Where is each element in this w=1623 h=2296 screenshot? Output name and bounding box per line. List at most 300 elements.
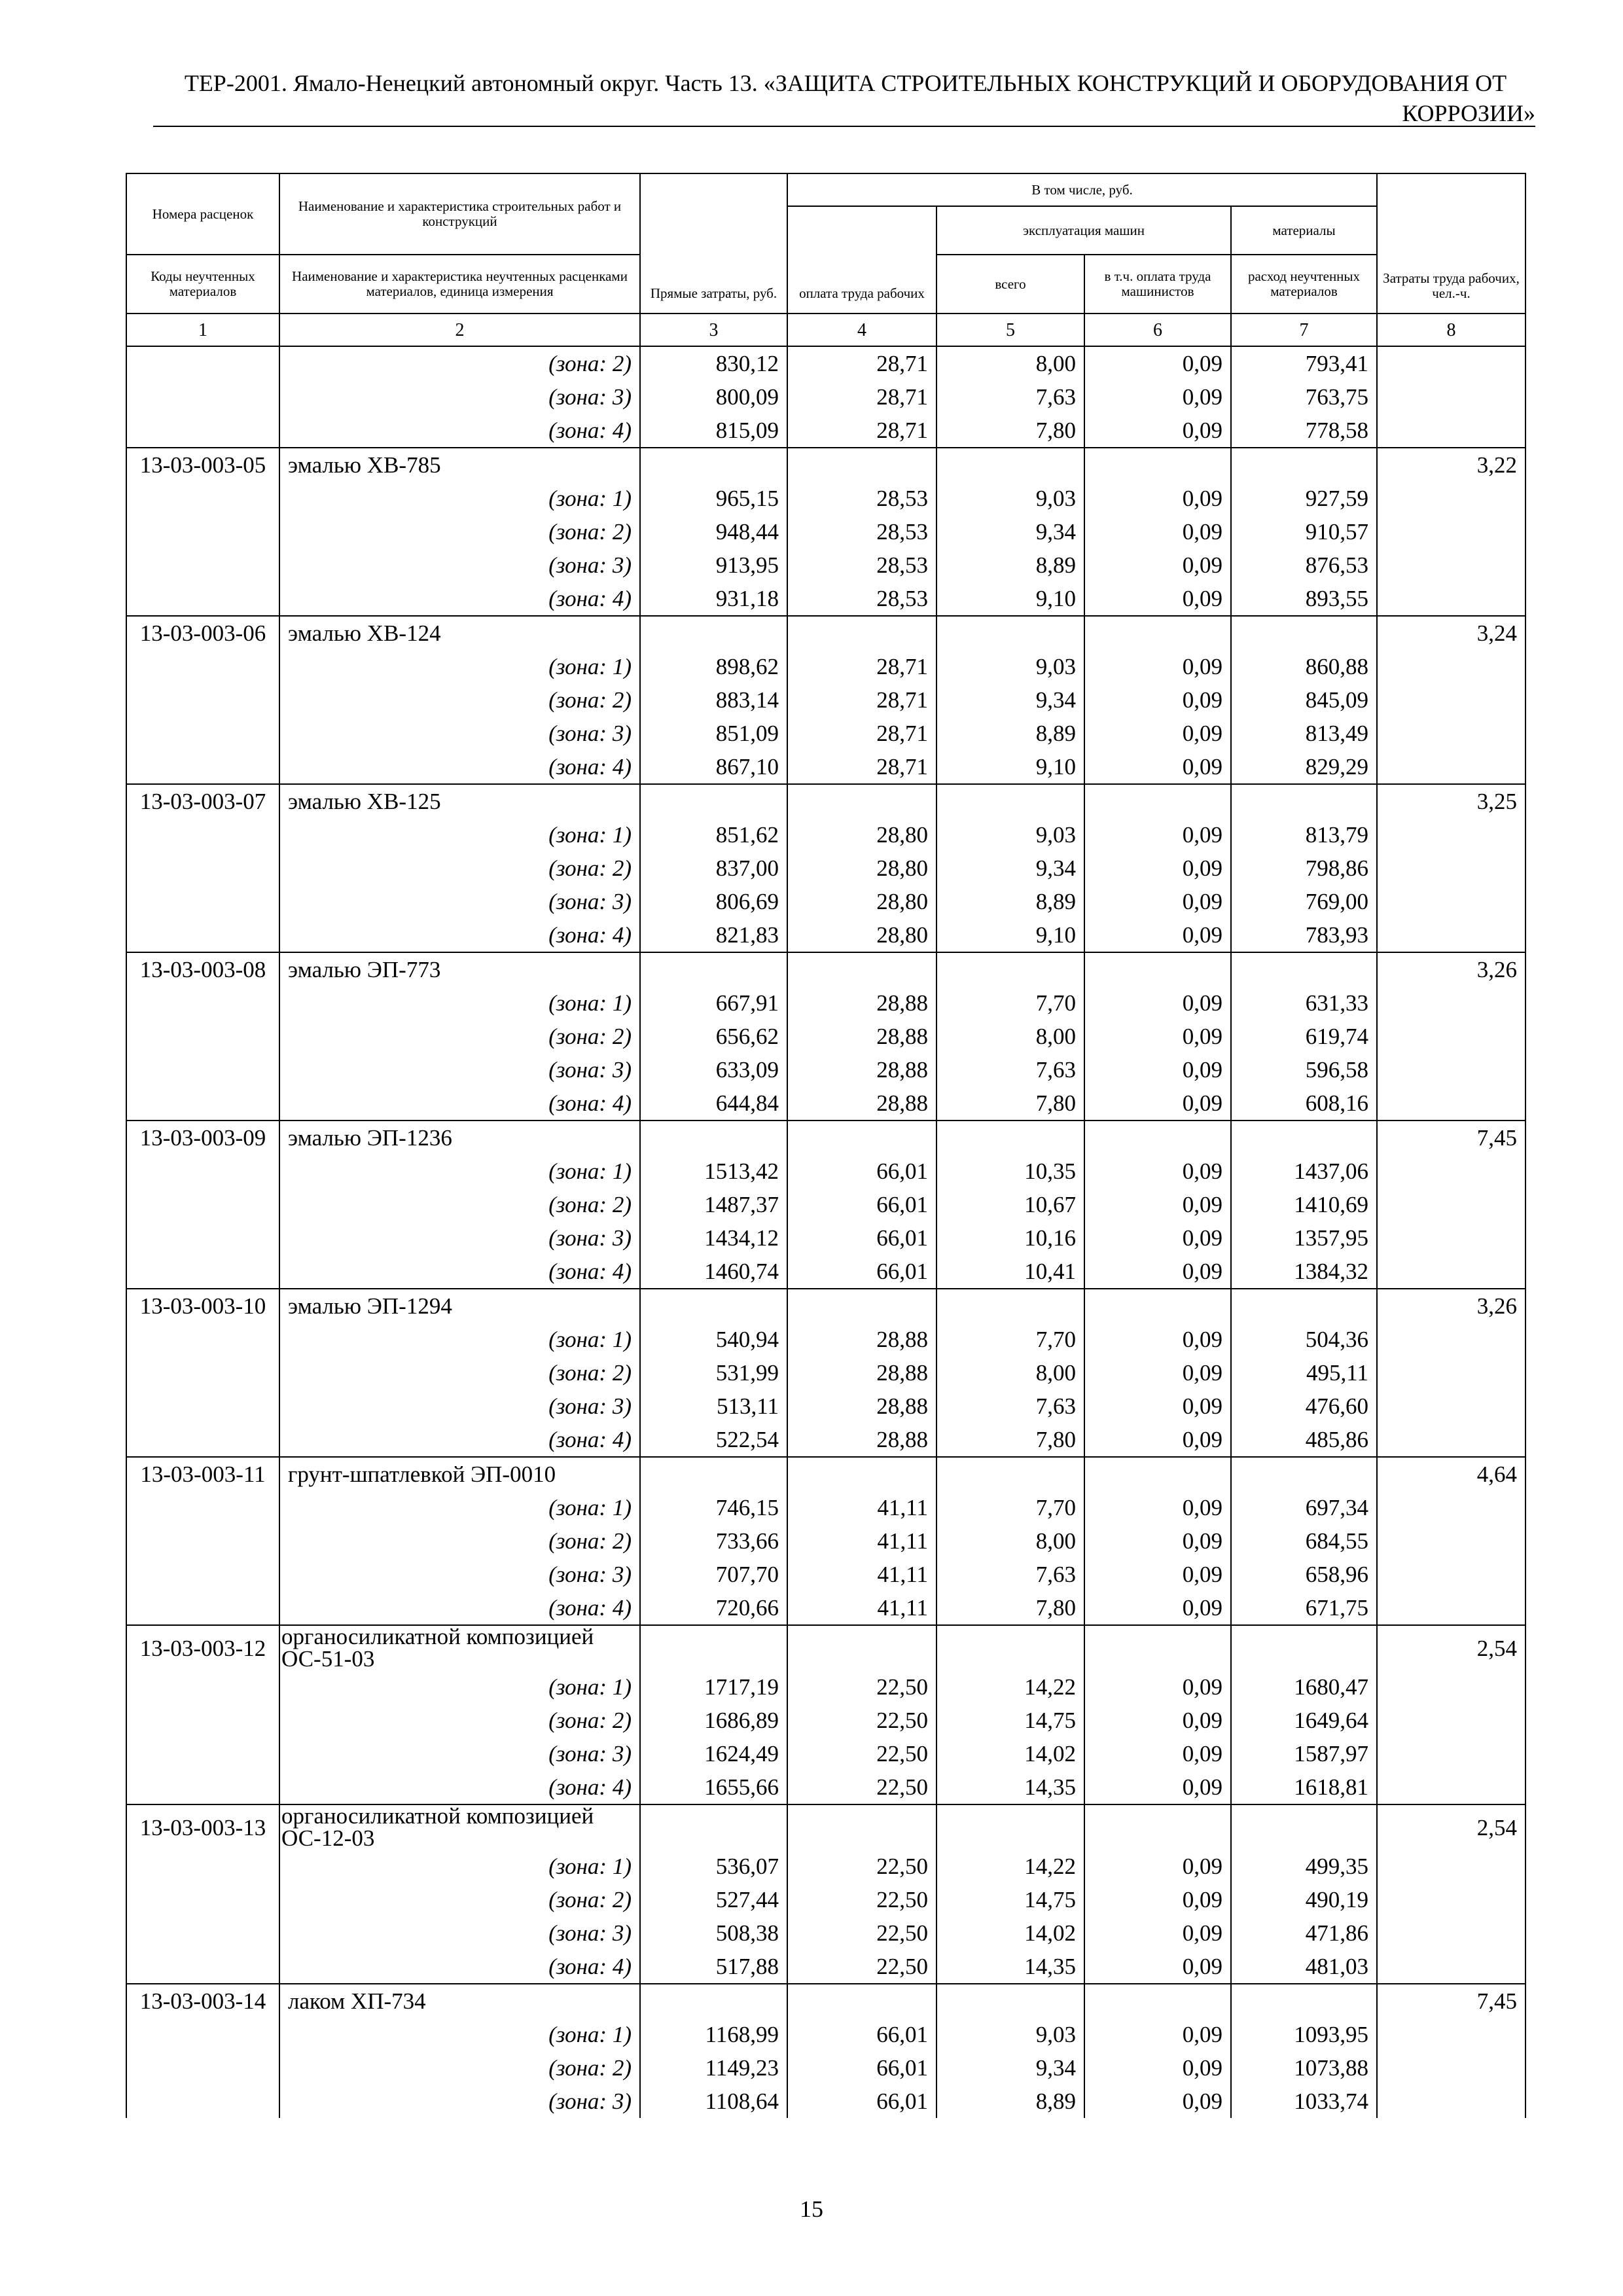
machinist-pay-value: 0,09 — [1084, 380, 1231, 414]
worker-pay-value: 28,88 — [787, 1356, 936, 1390]
rate-entry-row — [126, 1625, 1525, 1670]
empty-cell — [1084, 616, 1231, 650]
direct-costs-value: 540,94 — [640, 1323, 787, 1356]
materials-value: 476,60 — [1231, 1390, 1377, 1423]
empty-cell — [936, 1984, 1084, 2018]
rate-entry-row — [126, 448, 1525, 482]
labor-cost-cell — [1377, 1221, 1525, 1255]
zone-row — [126, 548, 1525, 582]
rate-code-cell — [126, 1524, 279, 1558]
zone-label: (зона: 3) — [279, 1558, 640, 1591]
machines-total-value: 9,10 — [936, 918, 1084, 952]
direct-costs-value: 1513,42 — [640, 1155, 787, 1188]
running-header-line-1: ТЕР-2001. Ямало-Ненецкий автономный округ. Часть 13. «ЗАЩИТА СТРОИТЕЛЬНЫХ КОНСТРУКЦИЙ И ОБОРУДОВАНИЯ ОТ — [184, 70, 1507, 96]
empty-cell — [1231, 1984, 1377, 2018]
materials-value: 1033,74 — [1231, 2085, 1377, 2118]
materials-value: 793,41 — [1231, 346, 1377, 380]
rate-name: органосиликатной композицией ОС-12-03 — [279, 1804, 640, 1850]
empty-cell — [640, 1457, 787, 1491]
rate-entry-row — [126, 952, 1525, 986]
rate-entry-row — [126, 616, 1525, 650]
materials-value: 1618,81 — [1231, 1770, 1377, 1804]
materials-value: 684,55 — [1231, 1524, 1377, 1558]
machinist-pay-value: 0,09 — [1084, 346, 1231, 380]
zone-row — [126, 1591, 1525, 1625]
materials-value: 829,29 — [1231, 750, 1377, 784]
zone-label: (зона: 2) — [279, 852, 640, 885]
zone-row — [126, 482, 1525, 515]
rate-code-cell — [126, 1916, 279, 1950]
col-machinist-pay-header: в т.ч. оплата труда машинистов — [1084, 255, 1231, 314]
direct-costs-value: 1460,74 — [640, 1255, 787, 1289]
materials-value: 697,34 — [1231, 1491, 1377, 1524]
worker-pay-value: 22,50 — [787, 1916, 936, 1950]
zone-row — [126, 1086, 1525, 1121]
machinist-pay-value: 0,09 — [1084, 2018, 1231, 2051]
labor-cost-cell — [1377, 1883, 1525, 1916]
rate-code-cell — [126, 683, 279, 717]
worker-pay-value: 66,01 — [787, 2085, 936, 2118]
materials-value: 619,74 — [1231, 1020, 1377, 1053]
col-number: 1 — [126, 314, 279, 346]
zone-label: (зона: 2) — [279, 1020, 640, 1053]
worker-pay-value: 28,71 — [787, 717, 936, 750]
empty-cell — [1084, 784, 1231, 818]
labor-cost-cell — [1377, 885, 1525, 918]
zone-label: (зона: 1) — [279, 1155, 640, 1188]
worker-pay-value: 41,11 — [787, 1491, 936, 1524]
empty-cell — [640, 784, 787, 818]
empty-cell — [787, 616, 936, 650]
materials-value: 471,86 — [1231, 1916, 1377, 1950]
labor-cost-cell — [1377, 683, 1525, 717]
rate-name: эмалью ХВ-785 — [279, 448, 640, 482]
machinist-pay-value: 0,09 — [1084, 1670, 1231, 1704]
machines-total-value: 8,89 — [936, 2085, 1084, 2118]
zone-label: (зона: 1) — [279, 986, 640, 1020]
zone-label: (зона: 3) — [279, 2085, 640, 2118]
rate-code-cell — [126, 986, 279, 1020]
worker-pay-value: 28,71 — [787, 750, 936, 784]
direct-costs-value: 1717,19 — [640, 1670, 787, 1704]
rate-code-cell — [126, 1086, 279, 1121]
labor-cost-cell — [1377, 1086, 1525, 1121]
materials-value: 893,55 — [1231, 582, 1377, 616]
machines-total-value: 7,63 — [936, 1053, 1084, 1086]
materials-value: 1357,95 — [1231, 1221, 1377, 1255]
zone-row — [126, 1255, 1525, 1289]
direct-costs-value: 707,70 — [640, 1558, 787, 1591]
worker-pay-value: 28,88 — [787, 1390, 936, 1423]
machines-total-value: 9,03 — [936, 2018, 1084, 2051]
labor-cost-cell — [1377, 1670, 1525, 1704]
col-materials-header: материалы — [1231, 206, 1377, 255]
empty-cell — [1231, 448, 1377, 482]
rate-entry-row — [126, 1121, 1525, 1155]
zone-label: (зона: 1) — [279, 1491, 640, 1524]
zone-label: (зона: 3) — [279, 1916, 640, 1950]
rate-name: грунт-шпатлевкой ЭП-0010 — [279, 1457, 640, 1491]
empty-cell — [936, 1804, 1084, 1850]
rate-code-cell — [126, 1356, 279, 1390]
rate-code-cell — [126, 1221, 279, 1255]
zone-label: (зона: 1) — [279, 1323, 640, 1356]
machinist-pay-value: 0,09 — [1084, 1524, 1231, 1558]
worker-pay-value: 41,11 — [787, 1591, 936, 1625]
empty-cell — [787, 1457, 936, 1491]
direct-costs-value: 821,83 — [640, 918, 787, 952]
zone-row — [126, 1916, 1525, 1950]
worker-pay-value: 22,50 — [787, 1670, 936, 1704]
worker-pay-value: 22,50 — [787, 1770, 936, 1804]
labor-cost-value: 7,45 — [1377, 1984, 1525, 2018]
materials-value: 927,59 — [1231, 482, 1377, 515]
labor-cost-value: 2,54 — [1377, 1625, 1525, 1670]
direct-costs-value: 633,09 — [640, 1053, 787, 1086]
direct-costs-value: 837,00 — [640, 852, 787, 885]
direct-costs-value: 815,09 — [640, 414, 787, 448]
worker-pay-value: 22,50 — [787, 1883, 936, 1916]
labor-cost-value: 3,26 — [1377, 952, 1525, 986]
zone-row — [126, 414, 1525, 448]
worker-pay-value: 28,53 — [787, 582, 936, 616]
empty-cell — [787, 1289, 936, 1323]
zone-row — [126, 1950, 1525, 1984]
machines-total-value: 14,22 — [936, 1670, 1084, 1704]
empty-cell — [936, 616, 1084, 650]
rate-code-cell — [126, 1323, 279, 1356]
col-number: 6 — [1084, 314, 1231, 346]
direct-costs-value: 527,44 — [640, 1883, 787, 1916]
zone-label: (зона: 3) — [279, 1390, 640, 1423]
zone-row — [126, 852, 1525, 885]
machinist-pay-value: 0,09 — [1084, 515, 1231, 548]
direct-costs-value: 867,10 — [640, 750, 787, 784]
materials-value: 910,57 — [1231, 515, 1377, 548]
zone-label: (зона: 2) — [279, 2051, 640, 2085]
labor-cost-cell — [1377, 1356, 1525, 1390]
empty-cell — [1084, 1121, 1231, 1155]
machines-total-value: 9,03 — [936, 482, 1084, 515]
col-machine-ops-header: эксплуатация машин — [936, 206, 1231, 255]
zone-label: (зона: 1) — [279, 482, 640, 515]
machines-total-value: 9,10 — [936, 750, 1084, 784]
rate-code-cell — [126, 1950, 279, 1984]
direct-costs-value: 1655,66 — [640, 1770, 787, 1804]
materials-value: 495,11 — [1231, 1356, 1377, 1390]
labor-cost-cell — [1377, 515, 1525, 548]
machines-total-value: 7,63 — [936, 1390, 1084, 1423]
rate-code-cell — [126, 1558, 279, 1591]
col-number: 5 — [936, 314, 1084, 346]
direct-costs-value: 883,14 — [640, 683, 787, 717]
machinist-pay-value: 0,09 — [1084, 1221, 1231, 1255]
rate-code-cell — [126, 717, 279, 750]
materials-value: 1093,95 — [1231, 2018, 1377, 2051]
empty-cell — [1231, 1625, 1377, 1670]
direct-costs-value: 965,15 — [640, 482, 787, 515]
zone-label: (зона: 2) — [279, 515, 640, 548]
labor-cost-cell — [1377, 852, 1525, 885]
machinist-pay-value: 0,09 — [1084, 1188, 1231, 1221]
rate-code-cell — [126, 1255, 279, 1289]
direct-costs-value: 733,66 — [640, 1524, 787, 1558]
zone-label: (зона: 4) — [279, 918, 640, 952]
labor-cost-cell — [1377, 1423, 1525, 1457]
worker-pay-value: 66,01 — [787, 1155, 936, 1188]
zone-row — [126, 1188, 1525, 1221]
rate-name: лаком ХП-734 — [279, 1984, 640, 2018]
materials-value: 860,88 — [1231, 650, 1377, 683]
machinist-pay-value: 0,09 — [1084, 1770, 1231, 1804]
worker-pay-value: 28,80 — [787, 818, 936, 852]
machinist-pay-value: 0,09 — [1084, 1053, 1231, 1086]
machines-total-value: 7,63 — [936, 1558, 1084, 1591]
col-number: 3 — [640, 314, 787, 346]
machines-total-value: 14,75 — [936, 1883, 1084, 1916]
materials-value: 631,33 — [1231, 986, 1377, 1020]
zone-row — [126, 1053, 1525, 1086]
empty-cell — [936, 448, 1084, 482]
rate-code-cell — [126, 2018, 279, 2051]
direct-costs-value: 644,84 — [640, 1086, 787, 1121]
materials-value: 1649,64 — [1231, 1704, 1377, 1737]
rate-entry-row — [126, 1984, 1525, 2018]
zone-row — [126, 1670, 1525, 1704]
direct-costs-value: 931,18 — [640, 582, 787, 616]
rate-code-cell — [126, 918, 279, 952]
direct-costs-value: 1624,49 — [640, 1737, 787, 1770]
direct-costs-value: 508,38 — [640, 1916, 787, 1950]
rate-code-cell — [126, 1591, 279, 1625]
empty-cell — [1084, 448, 1231, 482]
header-divider — [153, 126, 1535, 127]
zone-row — [126, 1390, 1525, 1423]
empty-cell — [1231, 1121, 1377, 1155]
zone-row — [126, 1704, 1525, 1737]
rate-code-cell — [126, 1670, 279, 1704]
labor-cost-cell — [1377, 1737, 1525, 1770]
zone-row — [126, 717, 1525, 750]
worker-pay-value: 28,53 — [787, 548, 936, 582]
materials-value: 1680,47 — [1231, 1670, 1377, 1704]
labor-cost-cell — [1377, 1591, 1525, 1625]
worker-pay-value: 22,50 — [787, 1850, 936, 1883]
machines-total-value: 14,35 — [936, 1950, 1084, 1984]
direct-costs-value: 800,09 — [640, 380, 787, 414]
zone-row — [126, 380, 1525, 414]
zone-row — [126, 1491, 1525, 1524]
worker-pay-value: 28,71 — [787, 683, 936, 717]
col-including-header: В том числе, руб. — [787, 173, 1377, 206]
zone-label: (зона: 1) — [279, 650, 640, 683]
labor-cost-cell — [1377, 1770, 1525, 1804]
materials-value: 813,79 — [1231, 818, 1377, 852]
machinist-pay-value: 0,09 — [1084, 1356, 1231, 1390]
labor-cost-cell — [1377, 1053, 1525, 1086]
col-number: 7 — [1231, 314, 1377, 346]
machines-total-value: 8,89 — [936, 885, 1084, 918]
empty-cell — [640, 1289, 787, 1323]
direct-costs-value: 851,09 — [640, 717, 787, 750]
rate-entry-row — [126, 1804, 1525, 1850]
labor-cost-cell — [1377, 1188, 1525, 1221]
rate-code-cell — [126, 414, 279, 448]
rate-code-cell — [126, 1770, 279, 1804]
direct-costs-value: 1108,64 — [640, 2085, 787, 2118]
worker-pay-value: 66,01 — [787, 1255, 936, 1289]
zone-label: (зона: 1) — [279, 818, 640, 852]
rate-code-cell — [126, 1390, 279, 1423]
direct-costs-value: 1149,23 — [640, 2051, 787, 2085]
empty-cell — [640, 616, 787, 650]
rate-code-cell — [126, 1155, 279, 1188]
zone-label: (зона: 3) — [279, 380, 640, 414]
machinist-pay-value: 0,09 — [1084, 2085, 1231, 2118]
zone-row — [126, 2051, 1525, 2085]
zone-label: (зона: 3) — [279, 885, 640, 918]
empty-cell — [1084, 1457, 1231, 1491]
col-rate-numbers-header: Номера расценок — [126, 173, 279, 255]
machinist-pay-value: 0,09 — [1084, 1020, 1231, 1053]
rate-code: 13-03-003-11 — [126, 1457, 279, 1491]
rate-code-cell — [126, 818, 279, 852]
empty-cell — [640, 1121, 787, 1155]
materials-value: 481,03 — [1231, 1950, 1377, 1984]
machines-total-value: 9,34 — [936, 2051, 1084, 2085]
labor-cost-cell — [1377, 650, 1525, 683]
machinist-pay-value: 0,09 — [1084, 1390, 1231, 1423]
zone-label: (зона: 4) — [279, 750, 640, 784]
materials-value: 763,75 — [1231, 380, 1377, 414]
machinist-pay-value: 0,09 — [1084, 582, 1231, 616]
col-unaccounted-consumption-header: расход неучтенных материалов — [1231, 255, 1377, 314]
rate-code: 13-03-003-07 — [126, 784, 279, 818]
worker-pay-value: 28,71 — [787, 414, 936, 448]
rate-code-cell — [126, 548, 279, 582]
zone-label: (зона: 3) — [279, 1737, 640, 1770]
zone-row — [126, 1850, 1525, 1883]
labor-cost-value: 3,26 — [1377, 1289, 1525, 1323]
worker-pay-value: 22,50 — [787, 1950, 936, 1984]
empty-cell — [1231, 1457, 1377, 1491]
zone-label: (зона: 4) — [279, 1950, 640, 1984]
worker-pay-value: 66,01 — [787, 2051, 936, 2085]
zone-label: (зона: 2) — [279, 683, 640, 717]
machinist-pay-value: 0,09 — [1084, 1255, 1231, 1289]
direct-costs-value: 948,44 — [640, 515, 787, 548]
empty-cell — [1231, 952, 1377, 986]
zone-row — [126, 1524, 1525, 1558]
labor-cost-value: 3,24 — [1377, 616, 1525, 650]
empty-cell — [936, 1289, 1084, 1323]
direct-costs-value: 656,62 — [640, 1020, 787, 1053]
machines-total-value: 7,70 — [936, 1323, 1084, 1356]
page-number: 15 — [800, 2196, 823, 2222]
zone-label: (зона: 3) — [279, 548, 640, 582]
direct-costs-value: 522,54 — [640, 1423, 787, 1457]
zone-label: (зона: 2) — [279, 346, 640, 380]
rate-name: эмалью ЭП-773 — [279, 952, 640, 986]
machinist-pay-value: 0,09 — [1084, 414, 1231, 448]
labor-cost-cell — [1377, 986, 1525, 1020]
col-worker-pay-header: оплата труда рабочих — [787, 206, 936, 314]
empty-cell — [640, 448, 787, 482]
materials-value: 504,36 — [1231, 1323, 1377, 1356]
materials-value: 596,58 — [1231, 1053, 1377, 1086]
labor-cost-cell — [1377, 1323, 1525, 1356]
zone-row — [126, 1323, 1525, 1356]
rate-code-cell — [126, 2051, 279, 2085]
zone-label: (зона: 4) — [279, 1086, 640, 1121]
empty-cell — [787, 952, 936, 986]
machines-total-value: 10,35 — [936, 1155, 1084, 1188]
empty-cell — [936, 1457, 1084, 1491]
machinist-pay-value: 0,09 — [1084, 986, 1231, 1020]
zone-row — [126, 1423, 1525, 1457]
direct-costs-value: 1168,99 — [640, 2018, 787, 2051]
labor-cost-value: 3,25 — [1377, 784, 1525, 818]
machines-total-value: 7,80 — [936, 1423, 1084, 1457]
rate-code: 13-03-003-14 — [126, 1984, 279, 2018]
running-header — [156, 68, 1535, 128]
direct-costs-value: 898,62 — [640, 650, 787, 683]
machinist-pay-value: 0,09 — [1084, 1850, 1231, 1883]
machines-total-value: 9,34 — [936, 515, 1084, 548]
col-material-codes-header: Коды неучтенных материалов — [126, 255, 279, 314]
machinist-pay-value: 0,09 — [1084, 1704, 1231, 1737]
empty-cell — [936, 1625, 1084, 1670]
machines-total-value: 14,02 — [936, 1916, 1084, 1950]
empty-cell — [936, 1121, 1084, 1155]
labor-cost-cell — [1377, 1704, 1525, 1737]
rate-entry-row — [126, 1289, 1525, 1323]
machines-total-value: 9,10 — [936, 582, 1084, 616]
labor-cost-cell — [1377, 1020, 1525, 1053]
machinist-pay-value: 0,09 — [1084, 1591, 1231, 1625]
worker-pay-value: 28,88 — [787, 1020, 936, 1053]
labor-cost-cell — [1377, 1916, 1525, 1950]
direct-costs-value: 806,69 — [640, 885, 787, 918]
machinist-pay-value: 0,09 — [1084, 1323, 1231, 1356]
rate-code: 13-03-003-10 — [126, 1289, 279, 1323]
machinist-pay-value: 0,09 — [1084, 750, 1231, 784]
machines-total-value: 7,70 — [936, 1491, 1084, 1524]
worker-pay-value: 28,88 — [787, 1086, 936, 1121]
rate-code-cell — [126, 650, 279, 683]
zone-label: (зона: 4) — [279, 1591, 640, 1625]
rate-entry-row — [126, 1457, 1525, 1491]
rate-code-cell — [126, 852, 279, 885]
empty-cell — [1084, 1804, 1231, 1850]
worker-pay-value: 66,01 — [787, 1188, 936, 1221]
materials-value: 658,96 — [1231, 1558, 1377, 1591]
rate-code-cell — [126, 346, 279, 380]
empty-cell — [1231, 784, 1377, 818]
materials-value: 876,53 — [1231, 548, 1377, 582]
zone-row — [126, 1737, 1525, 1770]
labor-cost-cell — [1377, 1390, 1525, 1423]
materials-value: 608,16 — [1231, 1086, 1377, 1121]
worker-pay-value: 41,11 — [787, 1558, 936, 1591]
labor-cost-cell — [1377, 818, 1525, 852]
zone-row — [126, 986, 1525, 1020]
machinist-pay-value: 0,09 — [1084, 918, 1231, 952]
materials-value: 490,19 — [1231, 1883, 1377, 1916]
labor-cost-cell — [1377, 548, 1525, 582]
rate-code-cell — [126, 380, 279, 414]
empty-cell — [640, 1625, 787, 1670]
